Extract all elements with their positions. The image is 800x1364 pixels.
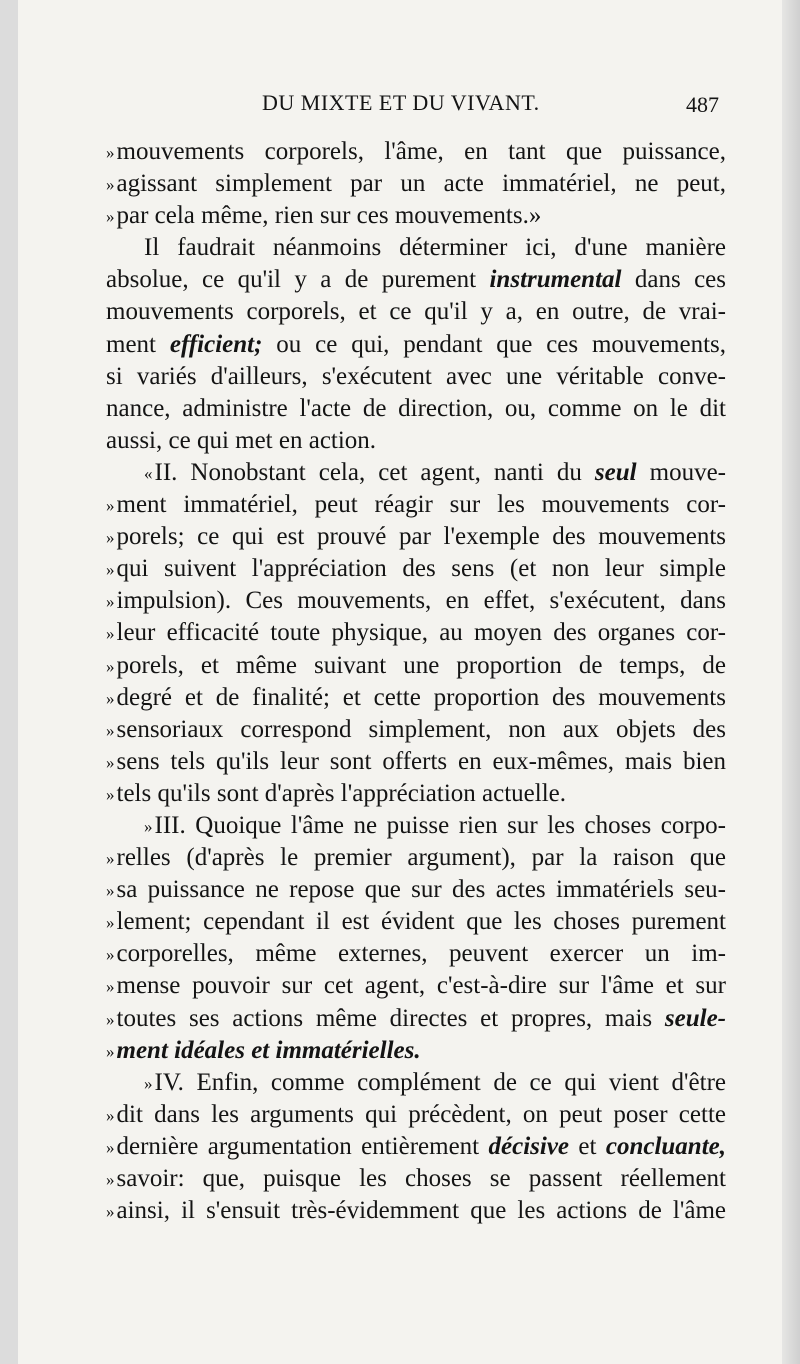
page-number: 487: [686, 92, 719, 117]
text-segment: ment immatériel, peut réagir sur les mouvements cor-: [116, 491, 726, 519]
text-line: [106, 714, 726, 746]
text-segment: »: [106, 528, 115, 548]
text-segment: leur efficacité toute physique, au moyen des organes cor-: [116, 619, 726, 647]
text-line: [106, 585, 726, 617]
text-segment: »: [106, 945, 115, 965]
text-segment: savoir: que, puisque les choses se passent réellement: [116, 1165, 726, 1192]
text-segment: »: [106, 143, 115, 162]
text-segment: relles (d'après le premier argument), par la raison que: [116, 844, 726, 872]
page-edge: [782, 0, 800, 1364]
text-line: [106, 1003, 726, 1035]
text-segment: qui suivent l'appréciation des sens (et non leur simple: [116, 555, 726, 583]
text-line: [106, 168, 726, 200]
text-segment: »: [144, 1073, 153, 1093]
text-line: [106, 617, 726, 649]
text-line: [106, 650, 726, 682]
text-segment: III. Quoique l'âme ne puisse rien sur les choses corpo-: [154, 811, 726, 839]
text-segment: »: [106, 496, 115, 516]
text-segment: »: [106, 688, 115, 708]
text-line: [106, 1099, 726, 1131]
text-segment: mouve-: [636, 458, 726, 486]
text-segment: dit dans les arguments qui précèdent, on peut poser cette: [116, 1100, 726, 1128]
text-segment: efficient;: [169, 330, 263, 358]
text-segment: »: [106, 720, 115, 740]
text-segment: instrumental: [489, 266, 622, 294]
text-segment: lement; cependant il est évident que les choses purement: [116, 908, 726, 936]
text-segment: »: [106, 881, 115, 901]
text-segment: porels; ce qui est prouvé par l'exemple des mouvements: [116, 523, 726, 551]
text-segment: dernière argumentation entièrement: [116, 1132, 489, 1160]
text-segment: «: [144, 463, 153, 483]
text-segment: II. Nonobstant cela, cet agent, nanti du: [154, 458, 595, 486]
text-segment: ment idéales et immatérielles.: [116, 1036, 421, 1064]
text-segment: décisive: [488, 1132, 570, 1160]
text-line: [106, 1195, 726, 1227]
text-line: [106, 1131, 726, 1163]
text-line: [106, 553, 726, 585]
text-line: [106, 361, 726, 393]
text-segment: degré et de finalité; et cette proportion des mouvements: [116, 683, 726, 711]
text-line: [106, 457, 726, 489]
text-segment: »: [106, 207, 115, 227]
text-segment: ainsi, il s'ensuit très-évidemment que les actions de l'âme: [116, 1197, 726, 1225]
text-segment: »: [106, 1009, 115, 1029]
text-line: [106, 842, 726, 874]
text-line: [106, 329, 726, 361]
text-line: [106, 264, 726, 296]
text-segment: »: [106, 977, 115, 997]
text-line: [106, 136, 726, 168]
text-segment: porels, et même suivant une proportion de temps, de: [116, 651, 726, 679]
text-segment: »: [106, 560, 115, 580]
text-segment: »: [106, 913, 115, 933]
text-line: [106, 1163, 726, 1195]
text-segment: »: [106, 752, 115, 772]
text-segment: »: [106, 175, 115, 195]
text-segment: nance, administre l'acte de direction, ou, comme on le dit: [106, 394, 726, 422]
text-segment: mouvements corporels, l'âme, en tant que puissance,: [116, 138, 726, 165]
page-body: [106, 136, 726, 1227]
text-segment: et: [569, 1132, 606, 1160]
text-line: [106, 200, 726, 232]
text-segment: Il faudrait néanmoins déterminer ici, d'une manière: [144, 234, 726, 262]
text-segment: ou ce qui, pendant que ces mouvements,: [262, 330, 726, 358]
text-line: [106, 1035, 726, 1067]
text-line: [106, 489, 726, 521]
text-segment: »: [106, 784, 115, 804]
text-segment: »: [106, 1202, 115, 1222]
text-segment: seul: [594, 458, 637, 486]
text-segment: sensoriaux correspond simplement, non aux objets des: [116, 715, 726, 743]
text-segment: »: [106, 1105, 115, 1125]
text-segment: impulsion). Ces mouvements, en effet, s'exécutent, dans: [116, 587, 726, 615]
text-segment: absolue, ce qu'il y a de purement: [106, 266, 490, 294]
text-line: [106, 746, 726, 778]
text-line: [106, 521, 726, 553]
text-segment: IV. Enfin, comme complément de ce qui vient d'être: [154, 1068, 726, 1096]
text-line: [106, 393, 726, 425]
text-line: [106, 938, 726, 970]
text-segment: par cela même, rien sur ces mouvements.»: [116, 202, 542, 230]
page-header: [0, 90, 800, 124]
text-line: [106, 778, 726, 810]
text-line: [106, 1067, 726, 1099]
text-line: [106, 232, 726, 264]
text-segment: »: [106, 1170, 115, 1189]
text-line: [106, 682, 726, 714]
running-title: DU MIXTE ET DU VIVANT.: [262, 90, 540, 115]
text-segment: »: [106, 656, 115, 676]
text-segment: corporelles, même externes, peuvent exercer un im-: [116, 940, 726, 968]
text-segment: concluante,: [605, 1132, 726, 1160]
text-segment: »: [106, 1041, 115, 1061]
text-segment: ment: [106, 330, 170, 358]
text-segment: mouvements corporels, et ce qu'il y a, en outre, de vrai-: [106, 298, 726, 326]
text-segment: »: [144, 816, 153, 836]
text-line: [106, 906, 726, 938]
text-segment: seule-: [664, 1004, 726, 1032]
text-segment: si variés d'ailleurs, s'exécutent avec une véritable conve-: [106, 362, 726, 390]
text-line: [106, 425, 726, 457]
text-segment: sa puissance ne repose que sur des actes immatériels seu-: [116, 876, 726, 904]
text-segment: »: [106, 592, 115, 612]
text-segment: »: [106, 624, 115, 644]
text-line: [106, 874, 726, 906]
text-segment: tels qu'ils sont d'après l'appréciation actuelle.: [116, 779, 566, 807]
text-segment: sens tels qu'ils leur sont offerts en eux-mêmes, mais bien: [116, 747, 726, 775]
text-segment: toutes ses actions même directes et propres, mais: [116, 1004, 665, 1032]
text-segment: »: [106, 1137, 115, 1157]
text-segment: aussi, ce qui met en action.: [106, 426, 377, 454]
text-line: [106, 296, 726, 328]
text-line: [106, 810, 726, 842]
text-segment: dans ces: [621, 266, 726, 294]
text-line: [106, 970, 726, 1002]
text-segment: agissant simplement par un acte immatériel, ne peut,: [116, 170, 726, 198]
text-segment: mense pouvoir sur cet agent, c'est-à-dire sur l'âme et sur: [116, 972, 726, 1000]
text-segment: »: [106, 849, 115, 869]
